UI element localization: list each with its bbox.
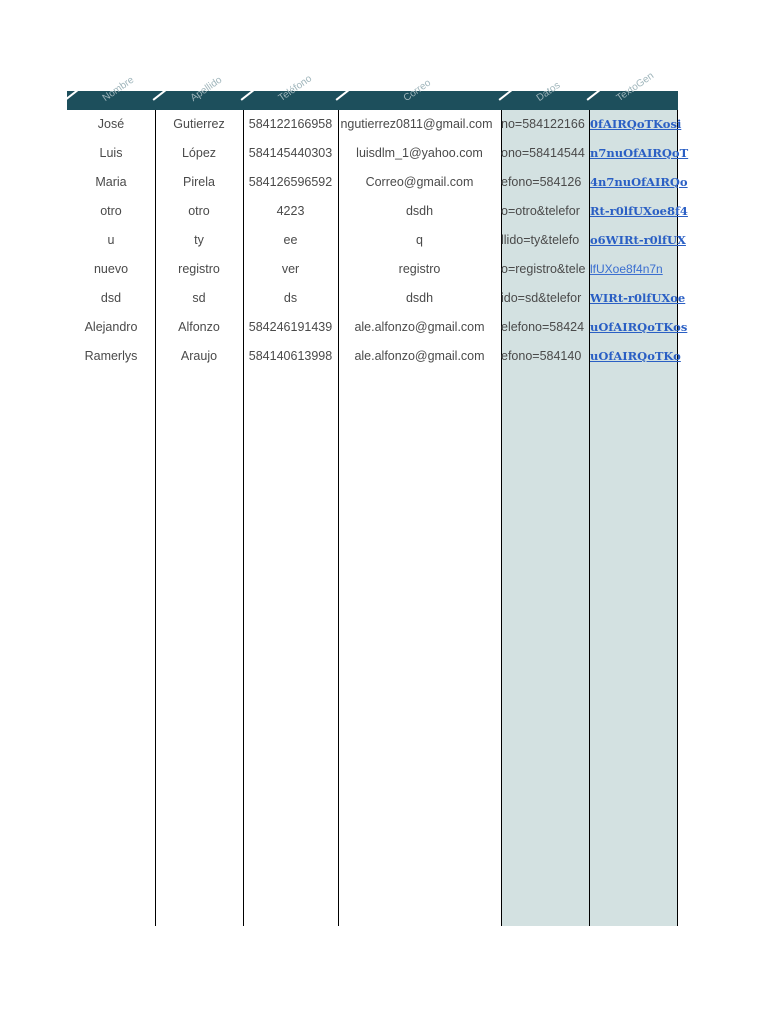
cell-text: uOfAIRQoTKo [590,349,681,363]
cell-text: sd [192,291,206,305]
cell-textogen-link[interactable] [590,232,686,261]
cell-text: o=otro&telefor [501,204,580,218]
cell-apellido [155,290,243,319]
cell-text: elefono=58424 [501,320,585,334]
cell-text: 0fAIRQoTKosi [590,117,682,131]
cell-correo [338,145,501,174]
cell-text: 4223 [276,204,305,218]
cell-text: López [181,146,217,160]
cell-datos [501,203,589,232]
cell-telefono [243,290,338,319]
cell-nombre [67,348,155,377]
cell-text: 4n7nuOfAIRQo [590,175,688,189]
cell-datos [501,319,589,348]
cell-text: o6WIRt-r0lfUX [590,233,686,247]
cell-text: 584122166958 [248,117,333,131]
cell-correo [338,203,501,232]
header-textogen[interactable] [589,70,678,110]
table-row [67,232,686,261]
cell-datos [501,290,589,319]
cell-text: 584126596592 [248,175,333,189]
cell-text: Rt-r0lfUXoe8f4 [590,204,688,218]
cell-datos [501,145,589,174]
header-label: TextoGen [614,70,657,104]
cell-text: ds [283,291,298,305]
cell-apellido [155,232,243,261]
cell-telefono [243,319,338,348]
cell-text: otro [188,204,210,218]
header-correo[interactable] [338,77,501,110]
cell-datos [501,261,589,290]
cell-textogen-link[interactable] [590,145,689,174]
table-row [67,145,689,174]
header-label: Apellido [188,74,225,104]
cell-text: 584145440303 [248,146,333,160]
cell-text: efono=584126 [501,175,582,189]
cell-text: ver [281,262,300,276]
cell-nombre [67,319,155,348]
cell-text: n7nuOfAIRQoT [590,146,689,160]
cell-text: lfUXoe8f4n7n [590,262,663,276]
header-divider [336,81,361,101]
header-nombre[interactable] [67,74,155,110]
table-row [67,261,678,290]
cell-datos [501,116,589,145]
cell-nombre [67,261,155,290]
cell-correo [338,116,501,145]
spreadsheet [67,70,689,926]
cell-apellido [155,319,243,348]
table-row [67,290,686,319]
table-row [67,116,682,145]
header-row [67,70,678,110]
header-divider [499,81,524,101]
header-label: Nombre [100,74,137,104]
cell-text: dsd [100,291,122,305]
cell-text: dsdh [405,204,434,218]
cell-text: ngutierrez0811@gmail.com [340,117,493,131]
header-divider [65,81,90,101]
cell-correo [338,290,501,319]
cell-text: Ramerlys [84,349,138,363]
cell-telefono [243,232,338,261]
cell-text: WIRt-r0lfUXoe [590,291,686,305]
cell-telefono [243,145,338,174]
cell-telefono [243,261,338,290]
cell-correo [338,261,501,290]
header-divider [587,81,612,101]
header-datos[interactable] [501,80,589,110]
cell-text: ido=sd&telefor [501,291,582,305]
cell-datos [501,232,589,261]
cell-correo [338,174,501,203]
cell-text: no=584122166 [501,117,585,131]
cell-apellido [155,348,243,377]
cell-text: llido=ty&telefo [501,233,580,247]
cell-text: dsdh [405,291,434,305]
header-divider [241,81,266,101]
cell-text: otro [100,204,122,218]
header-telefono[interactable] [243,73,338,110]
cell-nombre [67,203,155,232]
cell-text: Alejandro [84,320,138,334]
cell-nombre [67,290,155,319]
cell-textogen-link[interactable] [590,348,681,377]
cell-apellido [155,203,243,232]
cell-text: registro [398,262,441,276]
cell-telefono [243,348,338,377]
cell-nombre [67,174,155,203]
header-label: Datos [534,80,563,104]
cell-textogen-link[interactable] [590,261,678,290]
header-divider [153,81,178,101]
cell-text: Correo@gmail.com [365,175,474,189]
cell-textogen-link[interactable] [590,319,688,348]
cell-nombre [67,232,155,261]
cell-text: Gutierrez [173,117,225,131]
cell-text: Luis [99,146,123,160]
cell-text: 584140613998 [248,349,333,363]
table-row [67,174,688,203]
cell-nombre [67,145,155,174]
cell-text: registro [178,262,220,276]
table-row [67,319,688,348]
cell-text: q [416,233,423,247]
table-row [67,203,688,232]
cell-correo [338,348,501,377]
cell-apellido [155,116,243,145]
cell-text: Pirela [183,175,215,189]
cell-text: nuevo [93,262,129,276]
cell-textogen-link[interactable] [590,116,682,145]
cell-apellido [155,145,243,174]
cell-text: 584246191439 [248,320,333,334]
cell-telefono [243,203,338,232]
header-label: Correo [401,77,434,104]
cell-text: ono=58414544 [501,146,585,160]
cell-text: efono=584140 [501,349,582,363]
table-row [67,348,681,377]
header-label: Teléfono [276,73,314,104]
cell-text: Alfonzo [178,320,220,334]
cell-text: Araujo [180,349,218,363]
cell-text: ale.alfonzo@gmail.com [354,320,485,334]
cell-textogen-link[interactable] [590,290,686,319]
cell-apellido [155,174,243,203]
cell-nombre [67,116,155,145]
cell-correo [338,232,501,261]
cell-text: uOfAIRQoTKos [590,320,688,334]
cell-text: Maria [95,175,127,189]
cell-textogen-link[interactable] [590,203,688,232]
cell-telefono [243,116,338,145]
cell-telefono [243,174,338,203]
cell-correo [338,319,501,348]
cell-text: u [107,233,115,247]
cell-apellido [155,261,243,290]
cell-text: o=registro&tele [501,262,586,276]
cell-datos [501,348,589,377]
cell-text: ale.alfonzo@gmail.com [354,349,485,363]
cell-text: ty [194,233,204,247]
cell-textogen-link[interactable] [590,174,688,203]
cell-datos [501,174,589,203]
cell-text: José [97,117,125,131]
header-apellido[interactable] [155,74,243,110]
cell-text: luisdlm_1@yahoo.com [356,146,483,160]
cell-text: ee [283,233,298,247]
